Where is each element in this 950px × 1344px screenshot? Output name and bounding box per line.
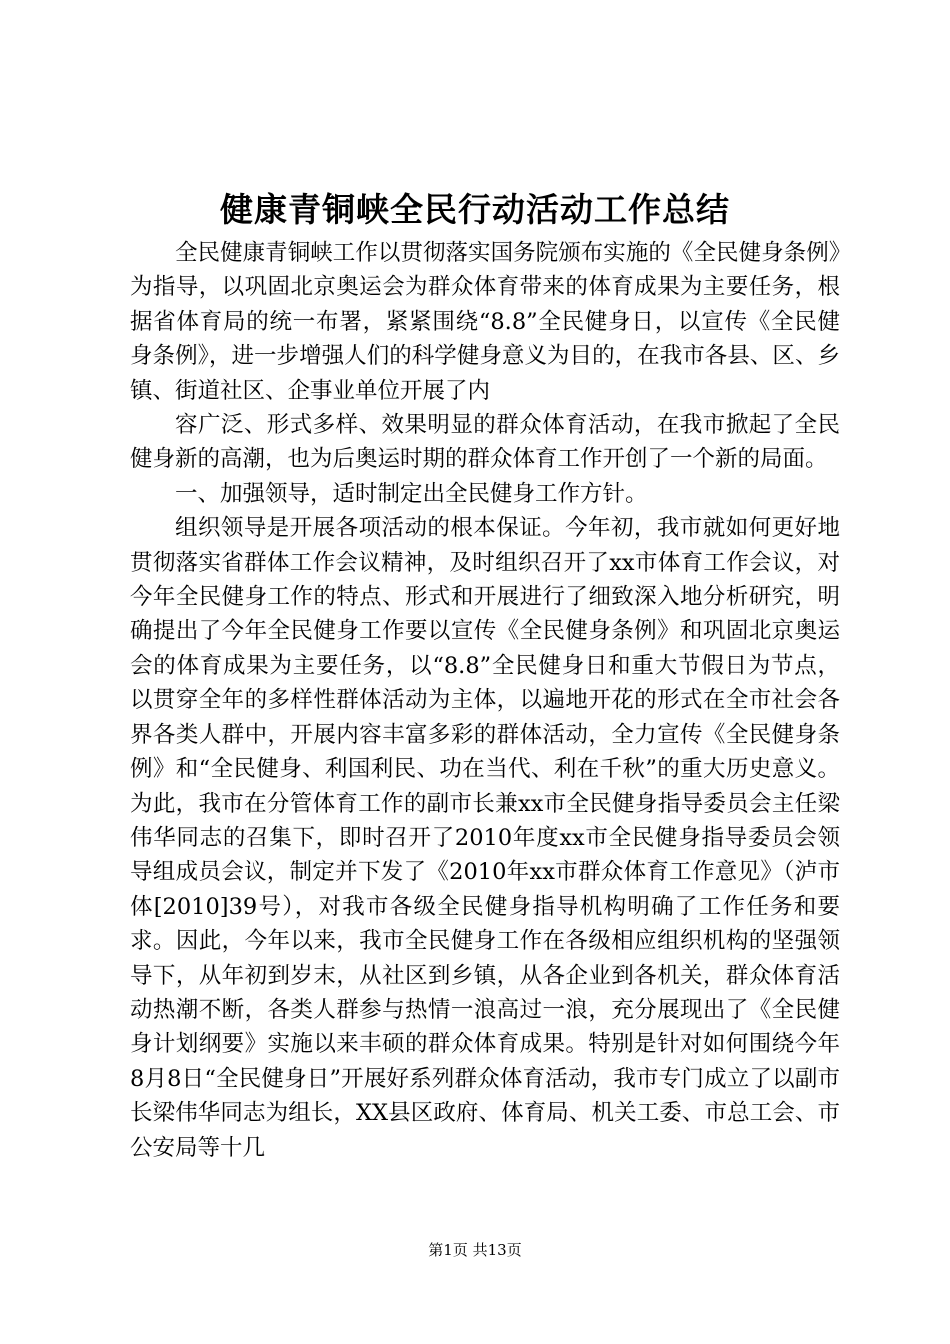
page-footer: 第1页 共13页 <box>428 1241 522 1259</box>
paragraph-intro-continued: 容广泛、形式多样、效果明显的群众体育活动，在我市掀起了全民健身新的高潮，也为后奥运时期的群众体育工作开创了一个新的局面。 <box>130 412 840 473</box>
document-title: 健康青铜峡全民行动活动工作总结 <box>220 190 730 229</box>
section-heading-1: 一、加强领导，适时制定出全民健身工作方针。 <box>175 480 648 507</box>
document-body <box>130 236 840 1165</box>
paragraph-section-1: 组织领导是开展各项活动的根本保证。今年初，我市就如何更好地贯彻落实省群体工作会议精神，及时组织召开了xx市体育工作会议，对今年全民健身工作的特点、形式和开展进行了细致深入地分析研究，明确提出了今年全民健身工作要以宣传《全民健身条例》和巩固北京奥运会的体育成果为主要任务，以“8.8”全民健身日和重大节假日为节点，以贯穿全年的多样性群体活动为主体，以遍地开花的形式在全市社会各界各类人群中，开展内容丰富多彩的群体活动，全力宣传《全民健身条例》和“全民健身、利国利民、功在当代、利在千秋”的重大历史意义。为此，我市在分管体育工作的副市长兼xx市全民健身指导委员会主任梁伟华同志的召集下，即时召开了2010年度xx市全民健身指导委员会领导组成员会议，制定并下发了《2010年xx市群众体育工作意见》（泸市体[2010]39号），对我市各级全民健身指导机构明确了工作任务和要求。因此，今年以来，我市全民健身工作在各级相应组织机构的坚强领导下，从年初到岁末，从社区到乡镇，从各企业到各机关，群众体育活动热潮不断，各类人群参与热情一浪高过一浪，充分展现出了《全民健身计划纲要》实施以来丰硕的群众体育成果。特别是针对如何围绕今年8月8日“全民健身日”开展好系列群众体育活动，我市专门成立了以副市长梁伟华同志为组长，XX县区政府、体育局、机关工委、市总工会、市公安局等十几 <box>130 515 840 1161</box>
paragraph-intro: 全民健康青铜峡工作以贯彻落实国务院颁布实施的《全民健身条例》为指导，以巩固北京奥运会为群众体育带来的体育成果为主要任务，根据省体育局的统一布署，紧紧围绕“8.8”全民健身日，以宣传《全民健身条例》，进一步增强人们的科学健身意义为目的，在我市各县、区、乡镇、街道社区、企事业单位开展了内 <box>130 240 840 404</box>
